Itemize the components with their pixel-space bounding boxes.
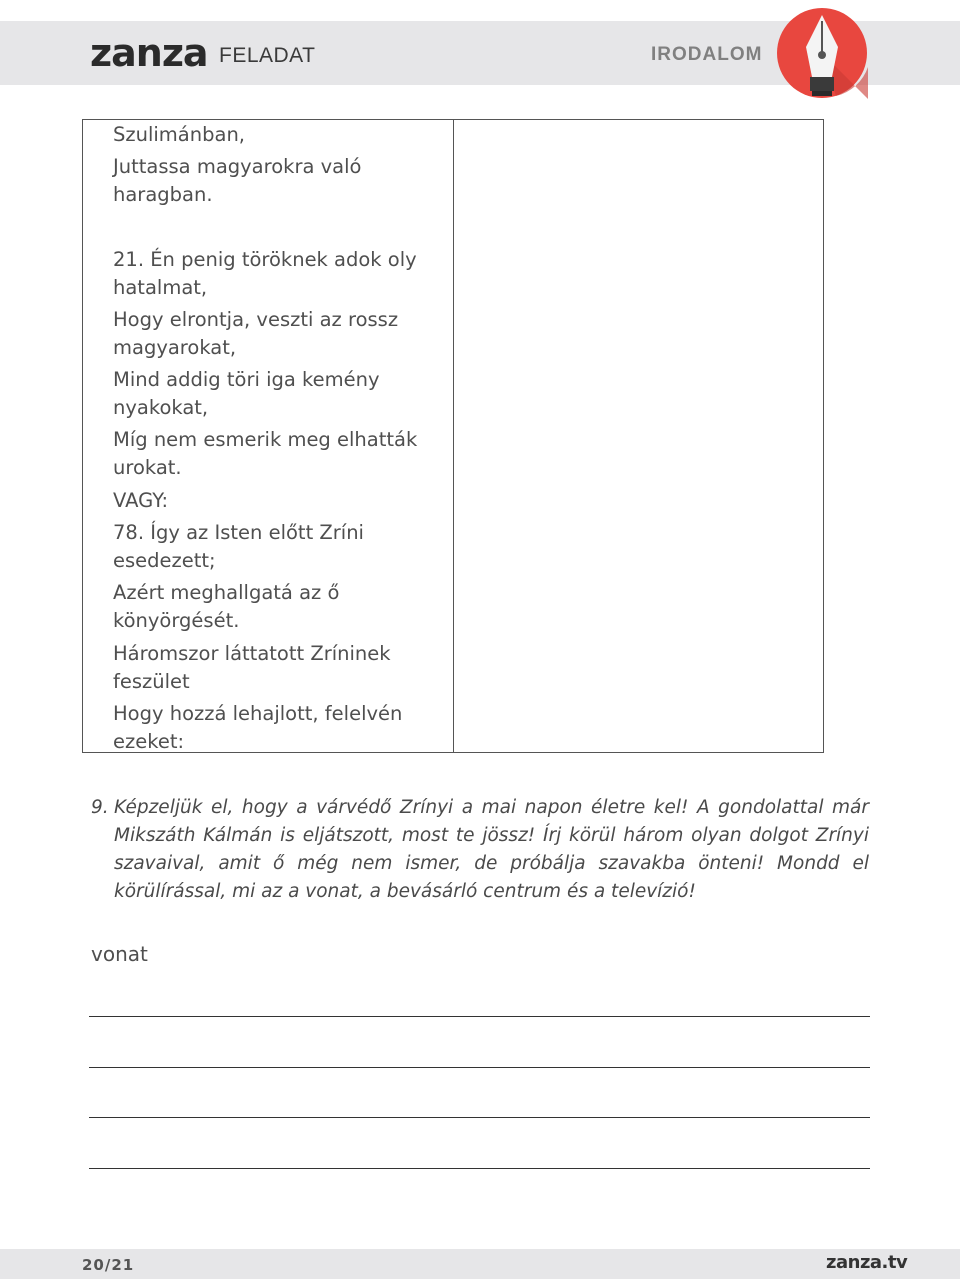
footer-brand[interactable]: zanza.tv (826, 1252, 908, 1273)
subject-label: IRODALOM (651, 44, 763, 65)
poem-line: 78. Így az Isten előtt Zríni esedezett; (113, 521, 364, 572)
poem-line: Szulimánban, (113, 123, 245, 146)
poem-line: Azért meghallgatá az ő könyörgését. (113, 581, 340, 632)
answer-label: vonat (91, 942, 148, 966)
table-divider (453, 120, 454, 752)
task-text: Képzeljük el, hogy a várvédő Zrínyi a mai napon életre kel! A gondolattal már Mikszáth Kálmán is eljátszott, most te jössz! Írj körül három olyan dolgot Zrínyi szavaival, amit ő még nem ismer, de próbálja szavakba önteni! Mondd el körülírással, mi az a vonat, a bevásárló centrum és a televízió! (114, 797, 869, 902)
poem-line: Mind addig töri iga kemény nyakokat, (113, 368, 380, 419)
poem-line: Hogy hozzá lehajlott, felelvén ezeket: (113, 702, 403, 753)
page-number: 20/21 (82, 1256, 135, 1274)
poem-line: 21. Én penig töröknek adok oly hatalmat, (113, 248, 417, 299)
answer-line[interactable] (89, 1117, 870, 1118)
answer-line[interactable] (89, 1067, 870, 1068)
page-footer (0, 1249, 960, 1279)
section-label: FELADAT (219, 44, 316, 67)
poem-line: VAGY: (113, 489, 169, 512)
answer-line[interactable] (89, 1168, 870, 1169)
poem-line: Háromszor láttatott Zríninek feszület (113, 642, 391, 693)
answer-line[interactable] (89, 1016, 870, 1017)
poem-line: Juttassa magyarokra való haragban. (113, 155, 362, 206)
poem-line: Hogy elrontja, veszti az rossz magyarokat, (113, 308, 399, 359)
poem-table (82, 119, 824, 753)
fountain-pen-icon (776, 7, 868, 99)
poem-line: Míg nem esmerik meg elhatták urokat. (113, 428, 418, 479)
zanza-logo: zanza (90, 31, 208, 75)
task-number: 9. (91, 797, 109, 818)
task-instruction (91, 794, 869, 906)
